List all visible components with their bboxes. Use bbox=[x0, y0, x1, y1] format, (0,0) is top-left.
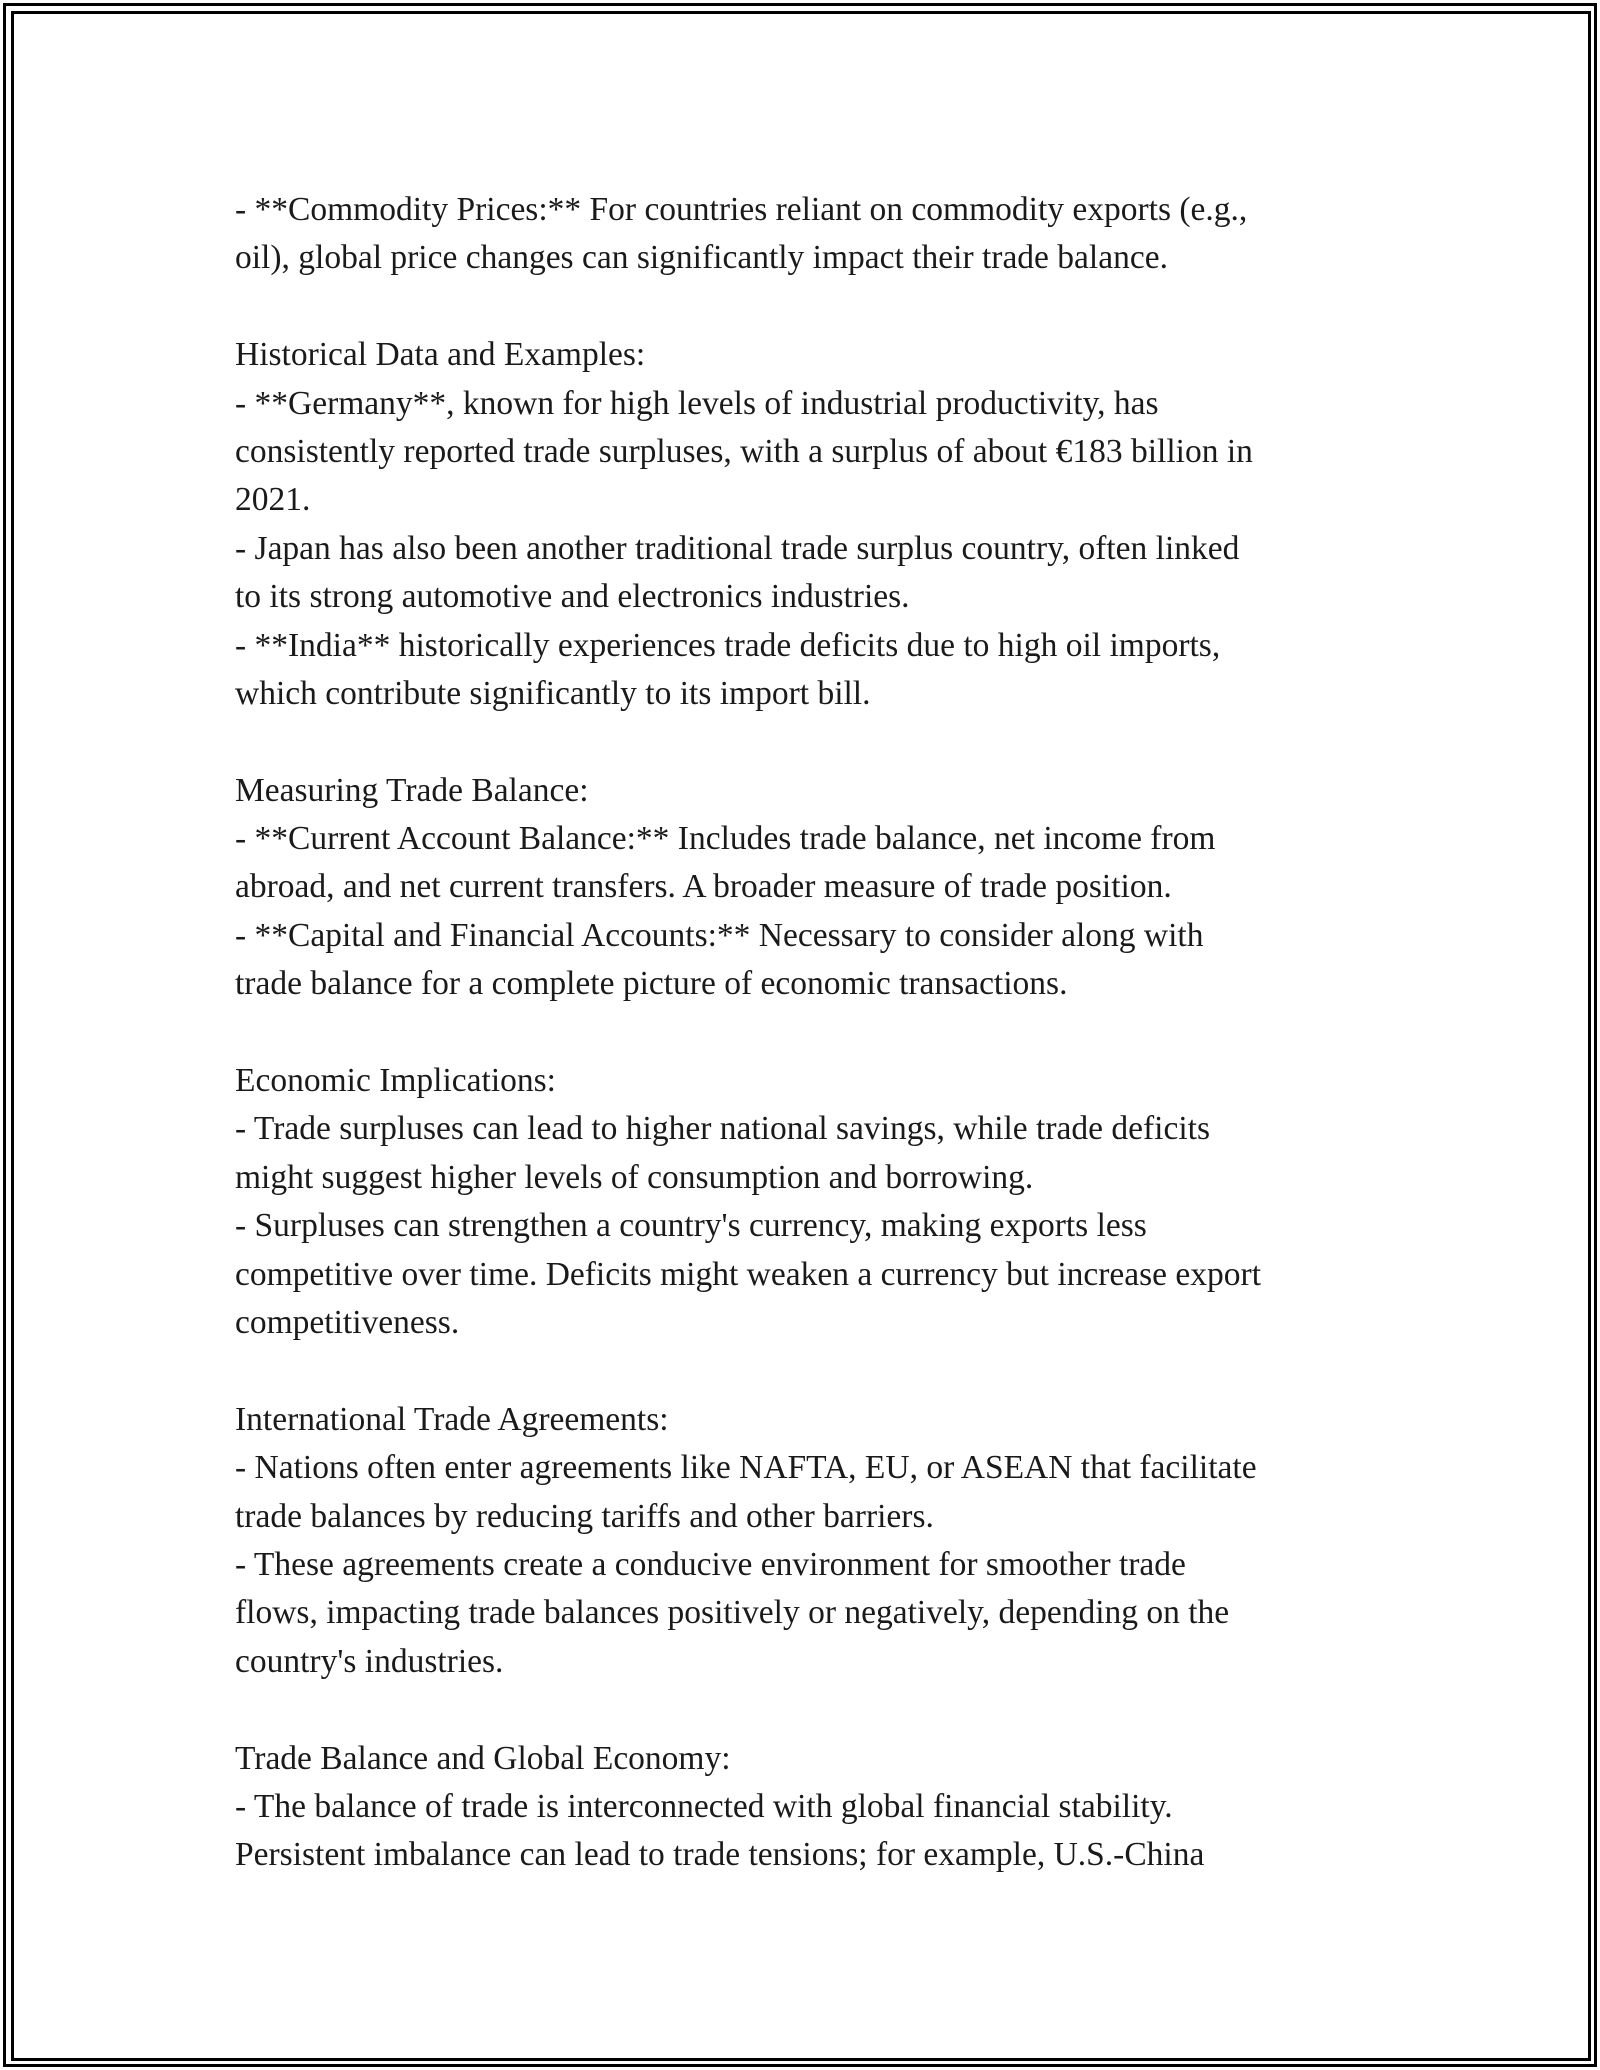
text-line: to its strong automotive and electronics industries. bbox=[235, 578, 910, 616]
text-line: - Japan has also been another traditional trade surplus country, often linked bbox=[235, 529, 1240, 567]
text-line: abroad, and net current transfers. A broader measure of trade position. bbox=[235, 868, 1172, 906]
paragraph bbox=[235, 767, 1395, 1009]
text-line: - **Germany**, known for high levels of industrial productivity, has bbox=[235, 384, 1159, 422]
paragraph bbox=[235, 1057, 1395, 1347]
text-line: - Trade surpluses can lead to higher national savings, while trade deficits bbox=[235, 1110, 1210, 1148]
paragraph bbox=[235, 186, 1395, 283]
text-line: - Nations often enter agreements like NAFTA, EU, or ASEAN that facilitate bbox=[235, 1449, 1257, 1487]
text-line: competitive over time. Deficits might weaken a currency but increase export bbox=[235, 1255, 1262, 1293]
text-line: Measuring Trade Balance: bbox=[235, 771, 589, 809]
text-line: - These agreements create a conducive environment for smoother trade bbox=[235, 1545, 1186, 1583]
paragraph-spacer bbox=[235, 283, 1395, 331]
paragraph bbox=[235, 1735, 1395, 1880]
text-line: competitiveness. bbox=[235, 1303, 460, 1341]
text-line: - **Current Account Balance:** Includes trade balance, net income from bbox=[235, 820, 1216, 858]
text-line: country's industries. bbox=[235, 1642, 504, 1680]
text-line: flows, impacting trade balances positively or negatively, depending on the bbox=[235, 1594, 1230, 1632]
paragraph bbox=[235, 331, 1395, 718]
paragraph-spacer bbox=[235, 1686, 1395, 1734]
text-line: - **Capital and Financial Accounts:** Necessary to consider along with bbox=[235, 916, 1204, 954]
paragraph-spacer bbox=[235, 1009, 1395, 1057]
text-line: Trade Balance and Global Economy: bbox=[235, 1739, 731, 1777]
text-line: Persistent imbalance can lead to trade tensions; for example, U.S.-China bbox=[235, 1836, 1205, 1874]
text-line: oil), global price changes can significantly impact their trade balance. bbox=[235, 239, 1168, 277]
text-line: - The balance of trade is interconnected with global financial stability. bbox=[235, 1787, 1173, 1825]
text-line: might suggest higher levels of consumption and borrowing. bbox=[235, 1158, 1034, 1196]
text-line: Economic Implications: bbox=[235, 1062, 556, 1100]
paragraph-spacer bbox=[235, 1347, 1395, 1395]
paragraph bbox=[235, 1396, 1395, 1686]
text-line: - **Commodity Prices:** For countries reliant on commodity exports (e.g., bbox=[235, 191, 1248, 228]
paragraph-spacer bbox=[235, 718, 1395, 766]
text-line: consistently reported trade surpluses, with a surplus of about €183 billion in bbox=[235, 432, 1253, 470]
text-line: trade balance for a complete picture of economic transactions. bbox=[235, 965, 1068, 1003]
text-line: which contribute significantly to its import bill. bbox=[235, 674, 871, 712]
text-line: trade balances by reducing tariffs and other barriers. bbox=[235, 1497, 934, 1535]
text-line: - **India** historically experiences trade deficits due to high oil imports, bbox=[235, 626, 1221, 664]
document-body bbox=[235, 186, 1395, 1880]
text-line: International Trade Agreements: bbox=[235, 1400, 669, 1438]
text-line: 2021. bbox=[235, 481, 311, 519]
text-line: - Surpluses can strengthen a country's currency, making exports less bbox=[235, 1207, 1147, 1245]
text-line: Historical Data and Examples: bbox=[235, 336, 646, 374]
